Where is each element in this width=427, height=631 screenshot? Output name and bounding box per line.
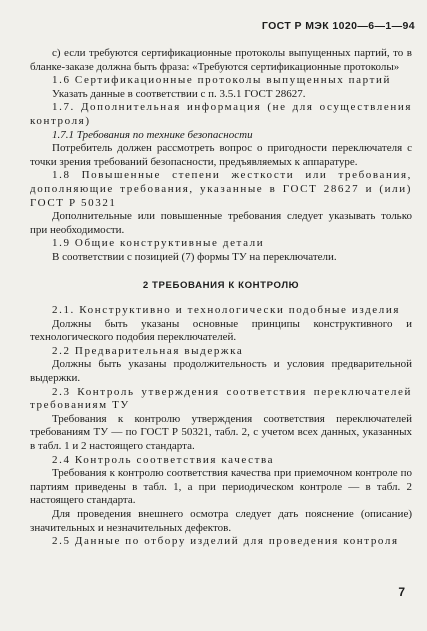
paragraph: 1.7.1 Требования по технике безопасности xyxy=(52,128,253,141)
page-number: 7 xyxy=(398,585,405,599)
paragraph: с) если требуются сертификационные протоколы выпущенных партий, то в бланке-заказе должна быть фраза: «Требуются сертификационные протоколы» xyxy=(30,47,412,73)
paragraph: 1.8 Повышенные степени жесткости или требования, дополняющие требования, указанные в ГОСТ 28627 и (или) ГОСТ Р 50321 xyxy=(30,169,412,209)
paragraph: Потребитель должен рассмотреть вопрос о пригодности переключателя с точки зрения требований безопасности, предъявляемых к аппаратуре. xyxy=(30,142,412,168)
paragraph: 1.9 Общие конструктивные детали xyxy=(52,237,265,250)
paragraph: 2.3 Контроль утверждения соответствия переключателей требованиям ТУ xyxy=(30,385,412,412)
paragraph: Должны быть указаны основные принципы конструктивного и технологического подобия переключателей. xyxy=(30,317,412,344)
section-1-continuation xyxy=(30,47,412,265)
section-2 xyxy=(30,304,412,549)
paragraph: 2.1. Конструктивно и технологически подобные изделия xyxy=(52,304,401,317)
section-title: 2 ТРЕБОВАНИЯ К КОНТРОЛЮ xyxy=(142,279,300,291)
paragraph: Требования к контролю соответствия качества при приемочном контроле по партиям приведены в табл. 1, а при периодическом контроле — в табл. 2 настоящего стандарта. xyxy=(30,467,412,507)
paragraph: Должны быть указаны продолжительность и условия предварительной выдержки. xyxy=(30,358,412,385)
paragraph: В соответствии с позицией (7) формы ТУ на переключатели. xyxy=(52,250,337,263)
paragraph: 1.7. Дополнительная информация (не для осуществления контроля) xyxy=(30,101,412,127)
paragraph: Указать данные в соответствии с п. 3.5.1 ГОСТ 28627. xyxy=(52,87,306,100)
paragraph: Для проведения внешнего осмотра следует дать пояснение (описание) значительных и незначительных дефектов. xyxy=(30,508,412,534)
document-header: ГОСТ Р МЭК 1020—6—1—94 xyxy=(261,20,415,32)
paragraph: 2.4 Контроль соответствия качества xyxy=(52,453,275,466)
paragraph: 2.5 Данные по отбору изделий для проведения контроля xyxy=(52,535,399,548)
paragraph: 1.6 Сертификационные протоколы выпущенных партий xyxy=(52,74,391,87)
paragraph: Дополнительные или повышенные требования следует указывать только при необходимости. xyxy=(30,210,412,236)
paragraph: 2.2 Предварительная выдержка xyxy=(52,344,244,357)
document-body xyxy=(30,47,412,549)
paragraph: Требования к контролю утверждения соответствия переключателей требованиям ТУ — по ГОСТ Р 50321, табл. 2, с учетом всех данных, указанных в табл. 1 и 2 настоящего стандарта. xyxy=(30,412,412,453)
